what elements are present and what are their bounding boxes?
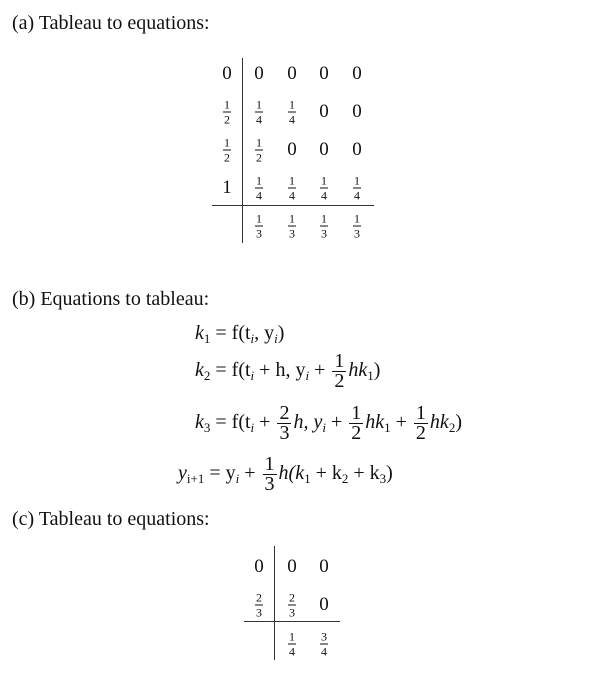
tableau-a-a-3-2: 0 <box>287 139 297 160</box>
section-b-heading: (b) Equations to tableau: <box>12 288 210 310</box>
tableau-a-c-1: 0 <box>222 63 232 84</box>
tableau-a-b-4: $\frac{1}{3}$ <box>354 211 360 241</box>
fraction-one-half: $\frac{1}{2}$ <box>334 350 345 392</box>
equation-k2: $k_2 = f(t_i + h$, $y_i$ + $\frac{1}{2}$ $hk_1$) <box>195 350 381 392</box>
tableau-c-a-2-2: 0 <box>319 594 329 615</box>
tableau-c-c-2: $\frac{2}{3}$ <box>256 590 262 620</box>
tableau-a-a-2-3: 0 <box>319 101 329 122</box>
tableau-a-a-4-2: $\frac{1}{4}$ <box>289 173 295 203</box>
fraction-one-third: $\frac{1}{3}$ <box>264 453 275 495</box>
tableau-a-a-3-1: $\frac{1}{2}$ <box>256 135 262 165</box>
equation-k3: $k_3 = f(t_i$ + $\frac{2}{3}$ h, $y_i$ + $\frac{1}{2}$ $hk_1$ + $\frac{1}{2}$ $hk_2$) <box>195 402 462 444</box>
fraction-one-half: $\frac{1}{2}$ <box>415 402 426 444</box>
tableau-a-a-3-4: 0 <box>352 139 362 160</box>
tableau-a-a-3-3: 0 <box>319 139 329 160</box>
tableau-a-c-2: $\frac{1}{2}$ <box>224 97 230 127</box>
section-c-heading: (c) Tableau to equations: <box>12 508 210 530</box>
tableau-a-c-3: $\frac{1}{2}$ <box>224 135 230 165</box>
tableau-c-a-1-1: 0 <box>287 556 297 577</box>
tableau-a-c-4: 1 <box>222 177 232 198</box>
tableau-a-a-1-1: 0 <box>254 63 264 84</box>
tableau-a-b-1: $\frac{1}{3}$ <box>256 211 262 241</box>
tableau-a-a-1-4: 0 <box>352 63 362 84</box>
tableau-c-b-2: $\frac{3}{4}$ <box>321 629 327 659</box>
tableau-a-a-1-2: 0 <box>287 63 297 84</box>
tableau-c-a-1-2: 0 <box>319 556 329 577</box>
tableau-c-a-2-1: $\frac{2}{3}$ <box>289 590 295 620</box>
tableau-a-b-3: $\frac{1}{3}$ <box>321 211 327 241</box>
equation-k1: $k_1 = f(t_i$, $y_i$) <box>195 322 285 346</box>
tableau-a-a-4-3: $\frac{1}{4}$ <box>321 173 327 203</box>
tableau-c-c-1: 0 <box>254 556 264 577</box>
fraction-two-thirds: $\frac{2}{3}$ <box>279 402 290 444</box>
tableau-c-b-1: $\frac{1}{4}$ <box>289 629 295 659</box>
tableau-a-a-2-1: $\frac{1}{4}$ <box>256 97 262 127</box>
tableau-a-b-2: $\frac{1}{3}$ <box>289 211 295 241</box>
tableau-a-a-2-4: 0 <box>352 101 362 122</box>
tableau-a-a-4-4: $\frac{1}{4}$ <box>354 173 360 203</box>
tableau-a-a-4-1: $\frac{1}{4}$ <box>256 173 262 203</box>
fraction-one-half: $\frac{1}{2}$ <box>351 402 362 444</box>
section-a-heading: (a) Tableau to equations: <box>12 12 210 34</box>
tableau-a-a-2-2: $\frac{1}{4}$ <box>289 97 295 127</box>
tableau-a-a-1-3: 0 <box>319 63 329 84</box>
equation-y-next: $y_{i+1} = y_i$ + $\frac{1}{3}$ $h(k_1 + k_2 + k_3)$ <box>178 453 393 495</box>
